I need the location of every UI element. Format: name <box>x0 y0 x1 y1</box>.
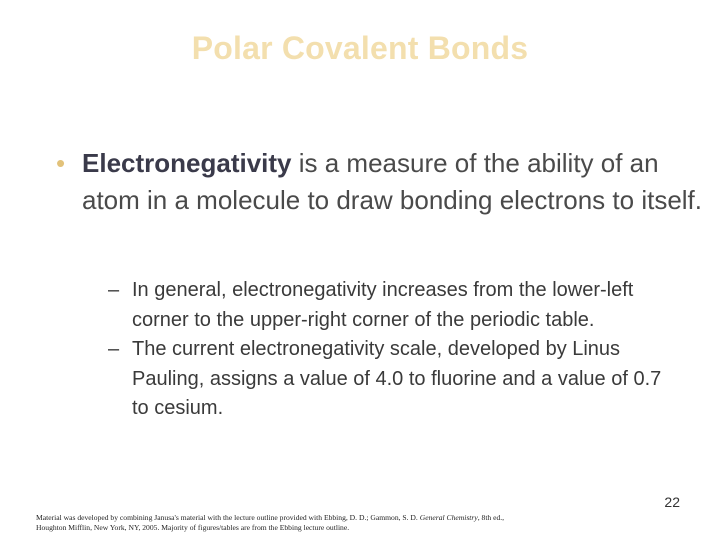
sub-bullet <box>108 335 678 424</box>
main-bullet <box>56 145 702 219</box>
footnote-book-title: General Chemistry <box>419 513 478 522</box>
footnote-text: Material was developed by combining Janusa's material with the lecture outline provided with Ebbing, D. D.; Gammon, S. D. <box>36 513 420 522</box>
sub-bullet-list <box>108 276 678 424</box>
slide-title: Polar Covalent Bonds <box>191 30 529 66</box>
footnote-text-end: , 8th ed., Houghton Mifflin, New York, NY, 2005. Majority of figures/tables are from the Ebbing lecture outline. <box>36 513 505 532</box>
footnote <box>36 513 506 533</box>
bullet-term: Electronegativity <box>82 148 292 178</box>
bullet-text: is a measure of the ability of an atom in a molecule to draw bonding electrons to itself. <box>82 148 703 215</box>
sub-bullet-text: The current electronegativity scale, developed by Linus Pauling, assigns a value of 4.0 to fluorine and a value of 0.7 to cesium. <box>132 338 662 419</box>
sub-bullet-marker: – <box>108 338 120 360</box>
sub-bullet-text: In general, electronegativity increases from the lower-left corner to the upper-right corner of the periodic table. <box>132 279 634 331</box>
page-number: 22 <box>664 494 680 510</box>
bullet-marker: • <box>56 148 66 178</box>
sub-bullet <box>108 276 678 335</box>
sub-bullet-marker: – <box>108 279 120 301</box>
